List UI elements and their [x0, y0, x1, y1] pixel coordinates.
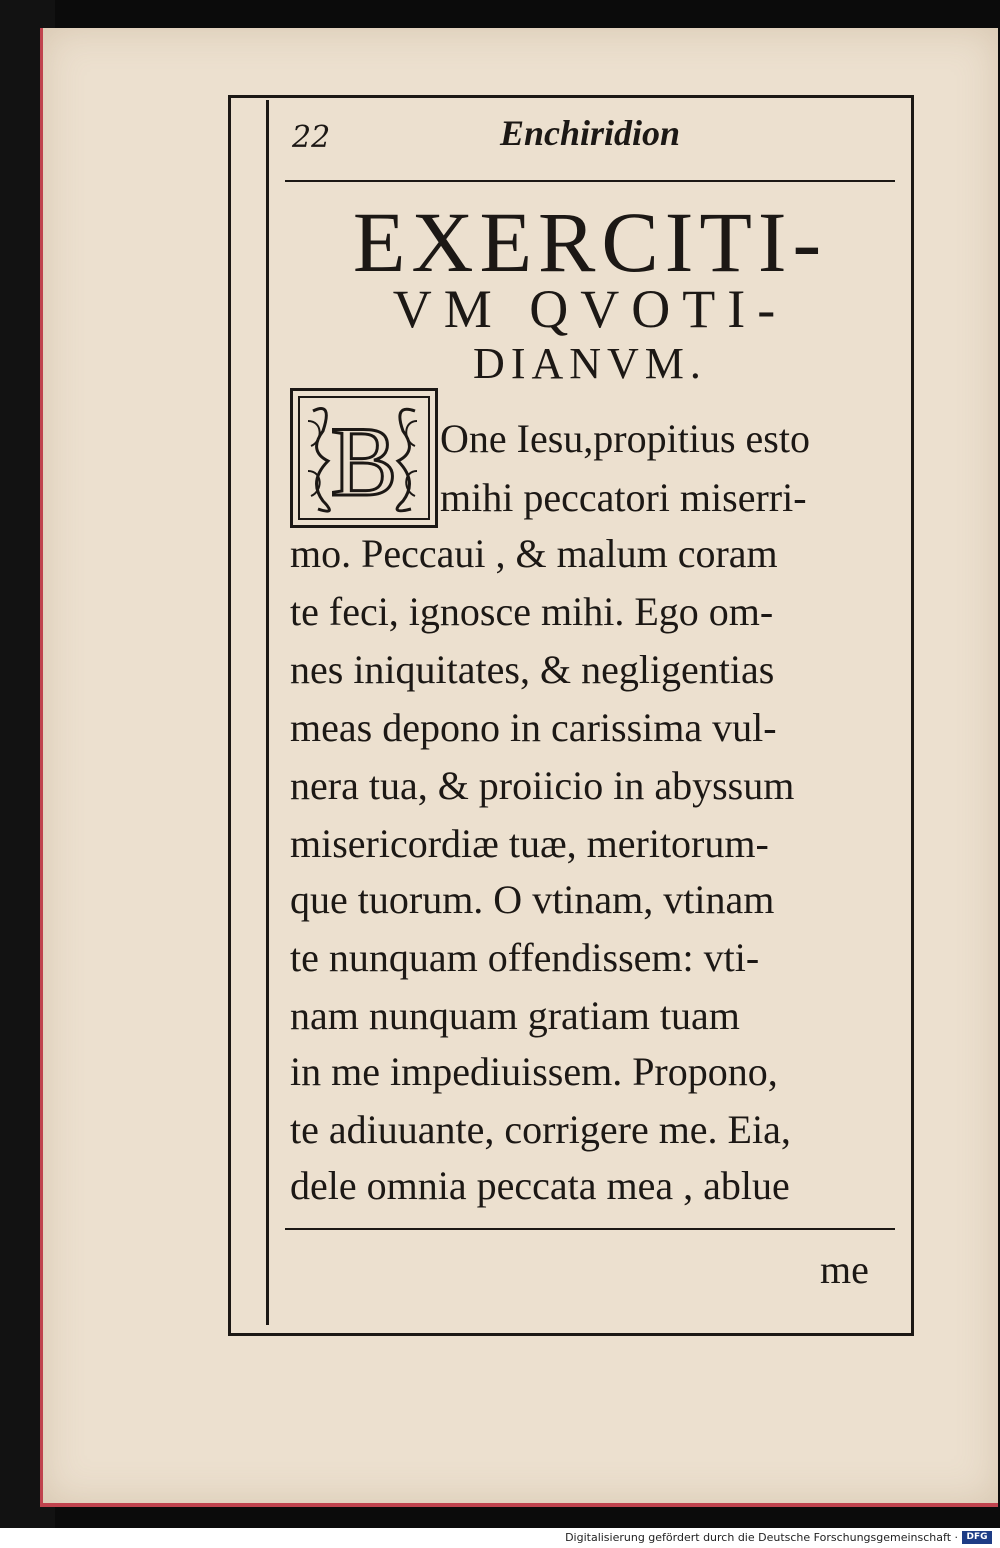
body-line-5: nes iniquitates, & negligentias: [290, 647, 775, 692]
header-rule: [285, 180, 895, 182]
running-title: Enchiridion: [500, 113, 681, 153]
body-line-2: mihi peccatori miserri-: [440, 475, 807, 520]
body-line-7: nera tua, & proiicio in abyssum: [290, 763, 795, 808]
body-line-14: dele omnia peccata mea , ablue: [290, 1163, 790, 1208]
body-line-13: te adiuuante, corrigere me. Eia,: [290, 1107, 791, 1152]
title-line-2: VM QVOTI-: [392, 279, 788, 339]
body-line-8: misericordiæ tuæ, meritorum-: [290, 821, 769, 866]
body-line-10: te nunquam offendissem: vti-: [290, 935, 760, 980]
footer-rule: [285, 1228, 895, 1230]
footer-bar: [0, 1528, 1000, 1548]
body-line-3: mo. Peccaui , & malum coram: [290, 531, 778, 576]
body-line-6: meas depono in carissima vul-: [290, 705, 777, 750]
body-line-9: que tuorum. O vtinam, vtinam: [290, 877, 775, 922]
title-line-1: EXERCITI-: [352, 194, 828, 290]
ornament-initial-icon: [293, 391, 435, 525]
frame-inner-rule: [266, 100, 269, 1325]
body-line-11: nam nunquam gratiam tuam: [290, 993, 740, 1038]
dfg-logo[interactable]: DFG: [962, 1531, 992, 1544]
svg-text:B: B: [330, 406, 398, 517]
catchword: me: [820, 1247, 869, 1292]
title-line-3: DIANVM.: [473, 339, 707, 388]
footer-credit: Digitalisierung gefördert durch die Deutsche Forschungsgemeinschaft ·: [565, 1531, 958, 1544]
page-number: 22: [292, 120, 331, 155]
body-line-4: te feci, ignosce mihi. Ego om-: [290, 589, 774, 634]
body-line-1: One Iesu,propitius esto: [440, 416, 810, 461]
decorated-initial: [290, 388, 438, 528]
body-line-12: in me impediuissem. Propono,: [290, 1049, 778, 1094]
